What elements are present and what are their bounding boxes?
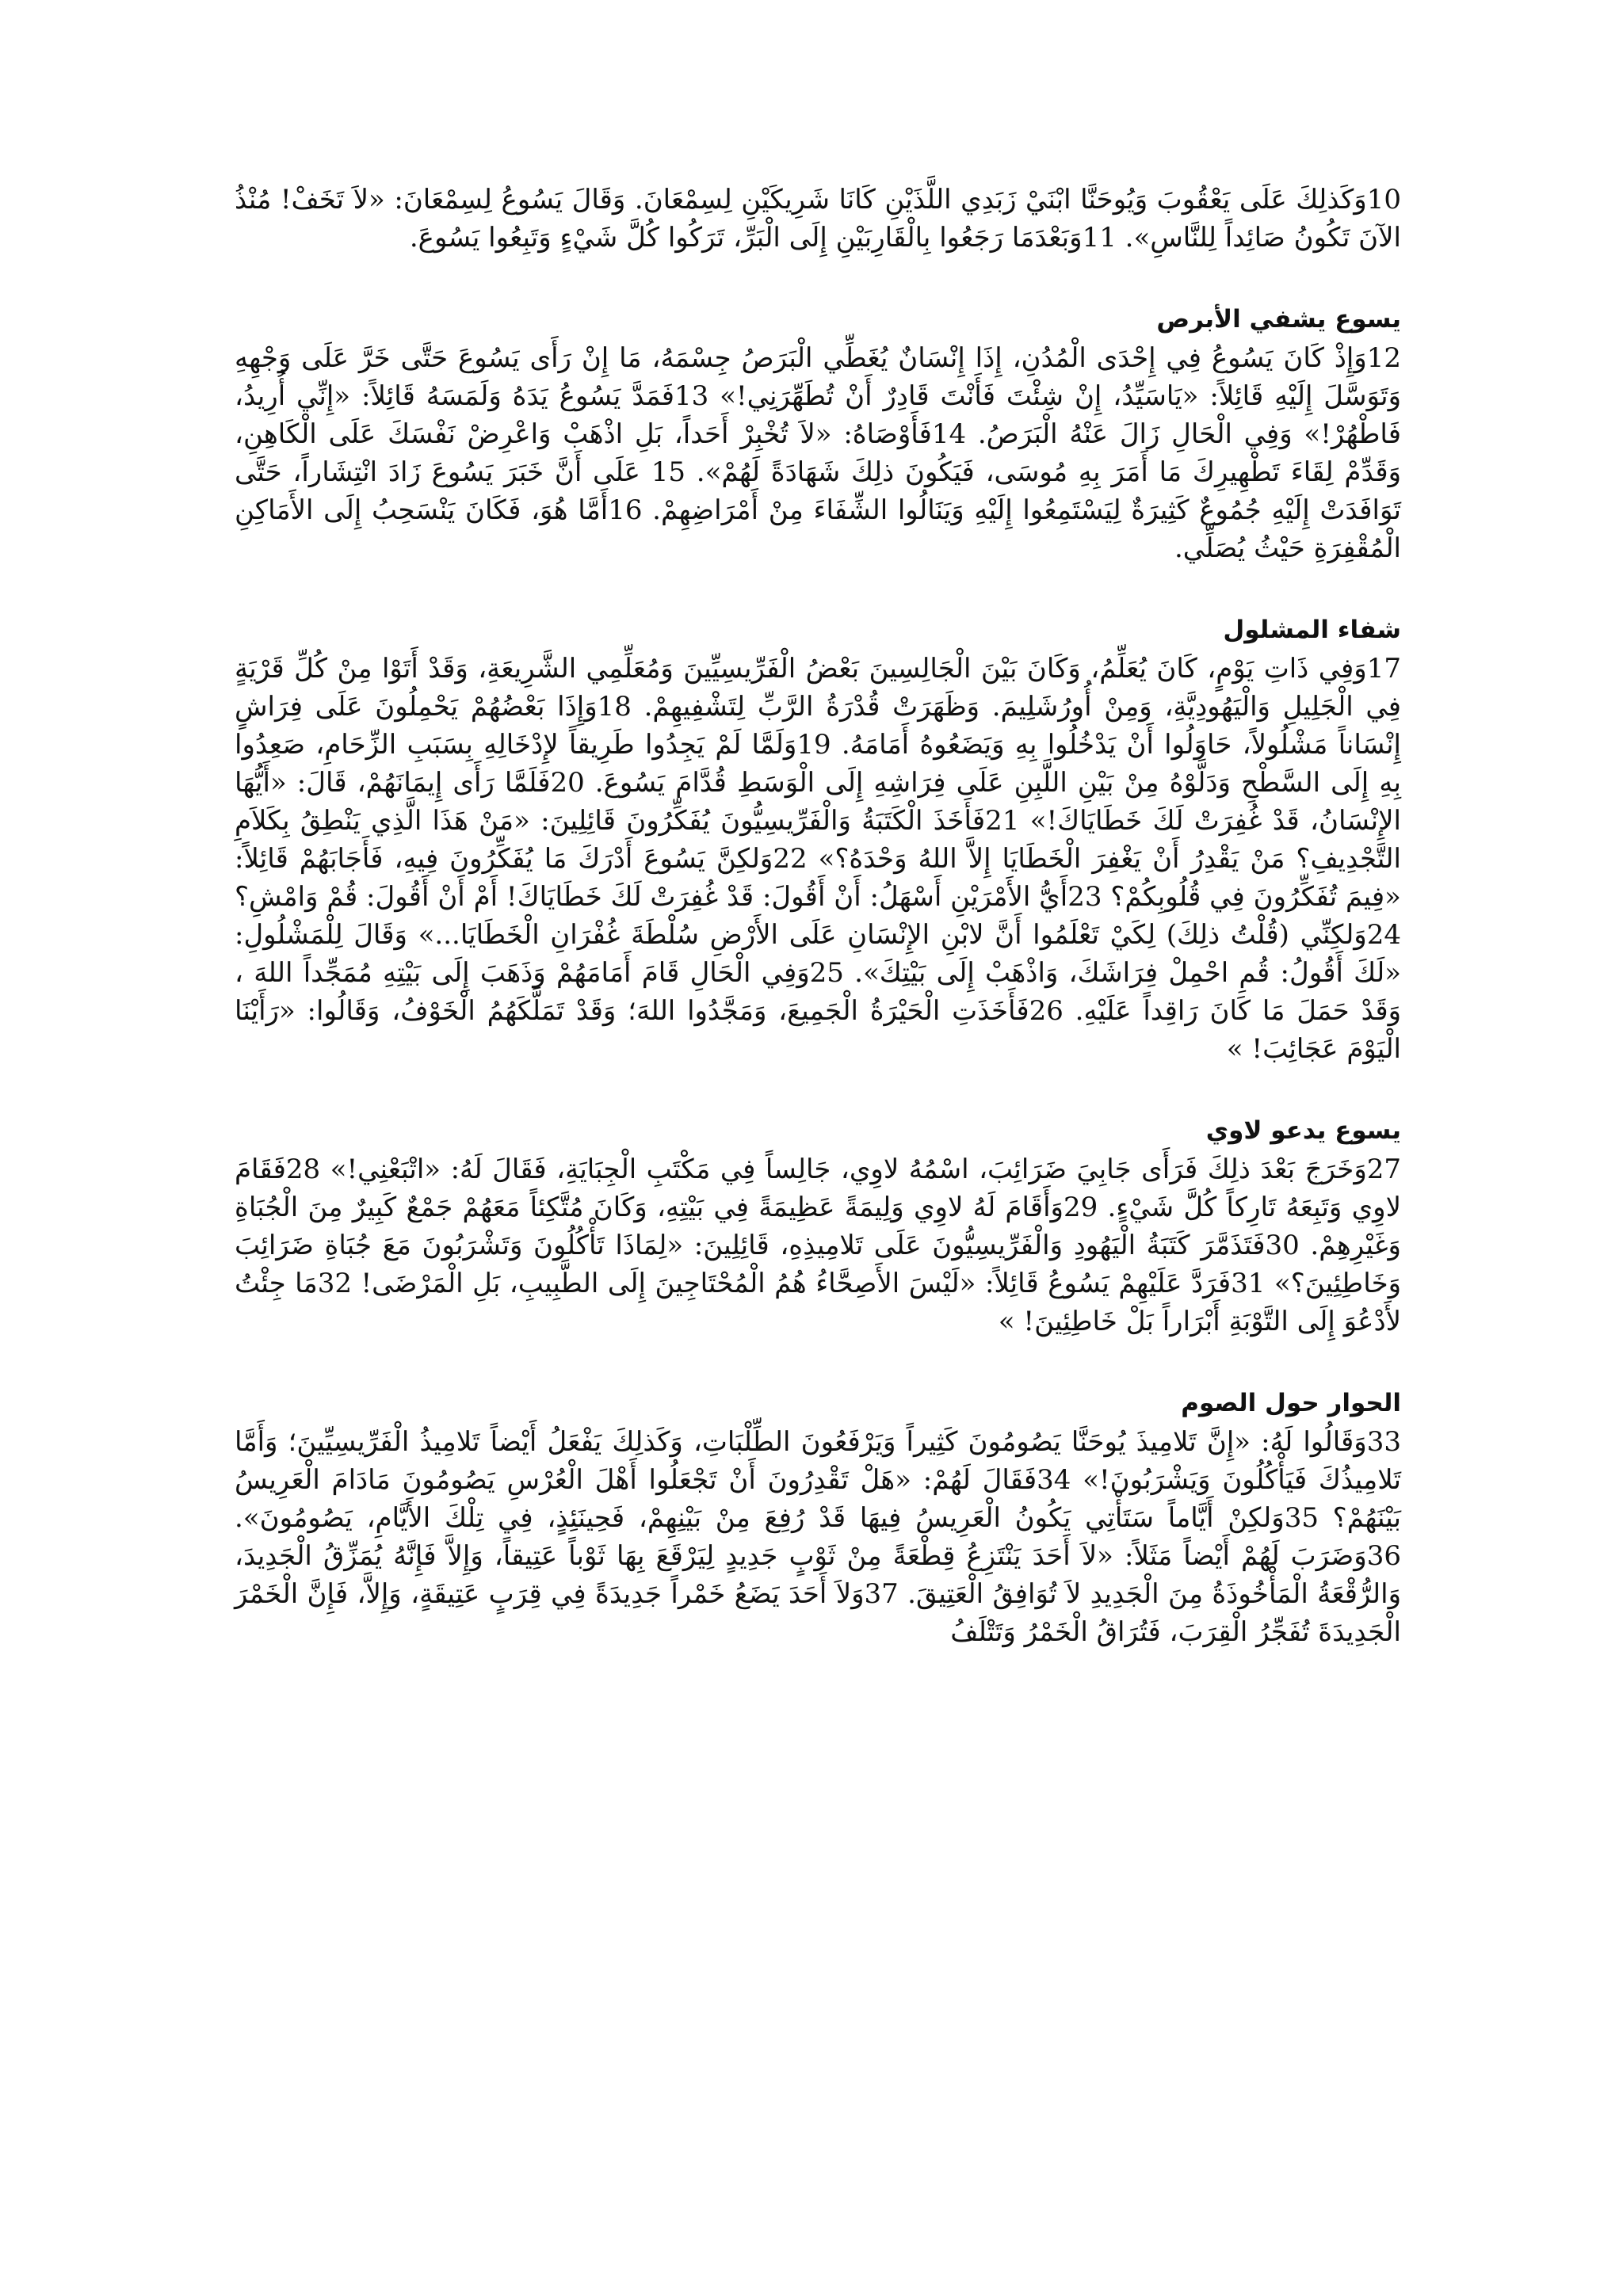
intro-paragraph: 10وَكَذلِكَ عَلَى يَعْقُوبَ وَيُوحَنَّا ابْنَيْ زَبَدِي اللَّذَيْنِ كَانَا شَرِيكَيْنِ لِسِمْعَانَ. وَقَالَ يَسُوعُ لِسِمْعَانَ: «لاَ تَخَفْ! مُنْذُ الآنَ تَكُونُ صَائِداً لِلنَّاسِ». 11وَبَعْدَمَا رَجَعُوا بِالْقَارِبَيْنِ إِلَى الْبَرِّ، تَرَكُوا كُلَّ شَيْءٍ وَتَبِعُوا يَسُوعَ.: [235, 184, 1401, 254]
section-paragraph: 12وَإِذْ كَانَ يَسُوعُ فِي إِحْدَى الْمُدُنِ، إِذَا إِنْسَانٌ يُغَطِّي الْبَرَصُ جِسْمَهُ، مَا إِنْ رَأَى يَسُوعَ حَتَّى خَرَّ عَلَى وَجْهِهِ وَتَوَسَّلَ إِلَيْهِ قَائِلاً: «يَاسَيِّدُ، إِنْ شِئْتَ فَأَنْتَ قَادِرٌ أَنْ تُطَهِّرَنِي!» 13فَمَدَّ يَسُوعُ يَدَهُ وَلَمَسَهُ قَائِلاً: «إِنِّي أُرِيدُ، فَاطْهُرْ!» وَفِي الْحَالِ زَالَ عَنْهُ الْبَرَصُ. 14فَأَوْصَاهُ: «لاَ تُخْبِرْ أَحَداً، بَلِ اذْهَبْ وَاعْرِضْ نَفْسَكَ عَلَى الْكَاهِنِ، وَقَدِّمْ لِقَاءَ تَطْهِيرِكَ مَا أَمَرَ بِهِ مُوسَى، فَيَكُونَ ذلِكَ شَهَادَةً لَهُمْ». 15 عَلَى أَنَّ خَبَرَ يَسُوعَ زَادَ انْتِشَاراً، حَتَّى تَوَافَدَتْ إِلَيْهِ جُمُوعٌ كَثِيرَةٌ لِيَسْتَمِعُوا إِلَيْهِ وَيَنَالُوا الشِّفَاءَ مِنْ أَمْرَاضِهِمْ. 16أَمَّا هُوَ، فَكَانَ يَنْسَحِبُ إِلَى الأَمَاكِنِ الْمُقْفِرَةِ حَيْثُ يُصَلِّي.: [235, 342, 1402, 564]
document-page: [235, 181, 1401, 1651]
section-leper-healing: [235, 303, 1401, 567]
section-paragraph: 33وَقَالُوا لَهُ: «إِنَّ تَلامِيذَ يُوحَنَّا يَصُومُونَ كَثِيراً وَيَرْفَعُونَ الطِّلْبَاتِ، وَكَذلِكَ يَفْعَلُ أَيْضاً تَلامِيذُ الْفَرِّيسِيِّينَ؛ وَأَمَّا تَلامِيذُكَ فَيَأْكُلُونَ وَيَشْرَبُونَ!» 34فَقَالَ لَهُمْ: «هَلْ تَقْدِرُونَ أَنْ تَجْعَلُوا أَهْلَ الْعُرْسِ يَصُومُونَ مَادَامَ الْعَرِيسُ بَيْنَهُمْ؟ 35وَلكِنْ أَيَّاماً سَتَأْتِي يَكُونُ الْعَرِيسُ فِيهَا قَدْ رُفِعَ مِنْ بَيْنِهِمْ، فَحِينَئِذٍ، فِي تِلْكَ الأَيَّامِ، يَصُومُونَ». 36وَضَرَبَ لَهُمْ أَيْضاً مَثَلاً: «لاَ أَحَدَ يَنْتَزِعُ قِطْعَةً مِنْ ثَوْبٍ جَدِيدٍ لِيَرْقَعَ بِهَا ثَوْباً عَتِيقاً، وَإِلاَّ فَإِنَّهُ يُمَزِّقُ الْجَدِيدَ، وَالرُّقْعَةُ الْمَأْخُوذَةُ مِنَ الْجَدِيدِ لاَ تُوَافِقُ الْعَتِيقَ. 37وَلاَ أَحَدَ يَضَعُ خَمْراً جَدِيدَةً فِي قِرَبٍ عَتِيقَةٍ، وَإِلاَّ، فَإِنَّ الْخَمْرَ الْجَدِيدَةَ تُفَجِّرُ الْقِرَبَ، فَتُرَاقُ الْخَمْرُ وَتَتْلَفُ: [235, 1426, 1402, 1648]
section-heading: شفاء المشلول: [1223, 616, 1401, 644]
section-paralytic-healing: [235, 613, 1401, 1068]
section-calling-levi: [235, 1114, 1401, 1341]
section-paragraph: 27وَخَرَجَ بَعْدَ ذلِكَ فَرَأَى جَابِيَ ضَرَائِبَ، اسْمُهُ لاوِي، جَالِساً فِي مَكْتَبِ الْجِبَايَةِ، فَقَالَ لَهُ: «اتْبَعْنِي!» 28فَقَامَ لاوِي وَتَبِعَهُ تَارِكاً كُلَّ شَيْءٍ. 29وَأَقَامَ لَهُ لاوِي وَلِيمَةً عَظِيمَةً فِي بَيْتِهِ، وَكَانَ مُتَّكِئاً مَعَهُمْ جَمْعٌ كَبِيرٌ مِنَ الْجُبَاةِ وَغَيْرِهِمْ. 30فَتَذَمَّرَ كَتَبَةُ الْيَهُودِ وَالْفَرِّيسِيُّونَ عَلَى تَلامِيذِهِ، قَائِلِينَ: «لِمَاذَا تَأْكُلُونَ وَتَشْرَبُونَ مَعَ جُبَاةِ ضَرَائِبَ وَخَاطِئِينَ؟» 31فَرَدَّ عَلَيْهِمْ يَسُوعُ قَائِلاً: «لَيْسَ الأَصِحَّاءُ هُمُ الْمُحْتَاجِينَ إِلَى الطَّبِيبِ، بَلِ الْمَرْضَى! 32مَا جِئْتُ لأَدْعُوَ إِلَى التَّوْبَةِ أَبْرَاراً بَلْ خَاطِئِينَ! »: [235, 1154, 1402, 1337]
section-heading: يسوع يشفي الأبرص: [1156, 305, 1401, 334]
section-paragraph: 17وَفِي ذَاتِ يَوْمٍ، كَانَ يُعَلِّمُ، وَكَانَ بَيْنَ الْجَالِسِينَ بَعْضُ الْفَرِّيسِيِّينَ وَمُعَلِّمِي الشَّرِيعَةِ، وَقَدْ أَتَوْا مِنْ كُلِّ قَرْيَةٍ فِي الْجَلِيلِ وَالْيَهُودِيَّةِ، وَمِنْ أُورُشَلِيمَ. وَظَهَرَتْ قُدْرَةُ الرَّبِّ لِتَشْفِيهِمْ. 18وَإِذَا بَعْضُهُمْ يَحْمِلُونَ عَلَى فِرَاشٍ إِنْسَاناً مَشْلُولاً، حَاوَلُوا أَنْ يَدْخُلُوا بِهِ وَيَضَعُوهُ أَمَامَهُ. 19وَلَمَّا لَمْ يَجِدُوا طَرِيقاً لإِدْخَالِهِ بِسَبَبِ الزِّحَامِ، صَعِدُوا بِهِ إِلَى السَّطْحِ وَدَلَّوْهُ مِنْ بَيْنِ اللَّبِنِ عَلَى فِرَاشِهِ إِلَى الْوَسَطِ قُدَّامَ يَسُوعَ. 20فَلَمَّا رَأَى إِيمَانَهُمْ، قَالَ: «أَيُّهَا الإِنْسَانُ، قَدْ غُفِرَتْ لَكَ خَطَايَاكَ!» 21فَأَخَذَ الْكَتَبَةُ وَالْفَرِّيسِيُّونَ يُفَكِّرُونَ قَائِلِينَ: «مَنْ هَذَا الَّذِي يَنْطِقُ بِكَلاَمِ التَّجْدِيفِ؟ مَنْ يَقْدِرُ أَنْ يَغْفِرَ الْخَطَايَا إِلاَّ اللهُ وَحْدَهُ؟» 22وَلكِنَّ يَسُوعَ أَدْرَكَ مَا يُفَكِّرُونَ فِيهِ، فَأَجَابَهُمْ قَائِلاً: «فِيمَ تُفَكِّرُونَ فِي قُلُوبِكُمْ؟ 23أَيُّ الأَمْرَيْنِ أَسْهَلُ: أَنْ أَقُولَ: قَدْ غُفِرَتْ لَكَ خَطَايَاكَ! أَمْ أَنْ أَقُولَ: قُمْ وَامْشِ؟ 24وَلكِنِّي (قُلْتُ ذلِكَ) لِكَيْ تَعْلَمُوا أَنَّ لابْنِ الإِنْسَانِ عَلَى الأَرْضِ سُلْطَةَ غُفْرَانِ الْخَطَايَا...» وَقَالَ لِلْمَشْلُولِ: «لَكَ أَقُولُ: قُمِ احْمِلْ فِرَاشَكَ، وَاذْهَبْ إِلَى بَيْتِكَ». 25وَفِي الْحَالِ قَامَ أَمَامَهُمْ وَذَهَبَ إِلَى بَيْتِهِ مُمَجِّداً اللهَ ، وَقَدْ حَمَلَ مَا كَانَ رَاقِداً عَلَيْهِ. 26فَأَخَذَتِ الْحَيْرَةُ الْجَمِيعَ، وَمَجَّدُوا اللهَ؛ وَقَدْ تَمَلَّكَهُمُ الْخَوْفُ، وَقَالُوا: «رَأَيْنَا الْيَوْمَ عَجَائِبَ! »: [235, 653, 1402, 1065]
section-heading: يسوع يدعو لاوي: [1205, 1116, 1401, 1145]
section-fasting-dialogue: [235, 1386, 1401, 1651]
section-heading: الحوار حول الصوم: [1181, 1389, 1401, 1417]
